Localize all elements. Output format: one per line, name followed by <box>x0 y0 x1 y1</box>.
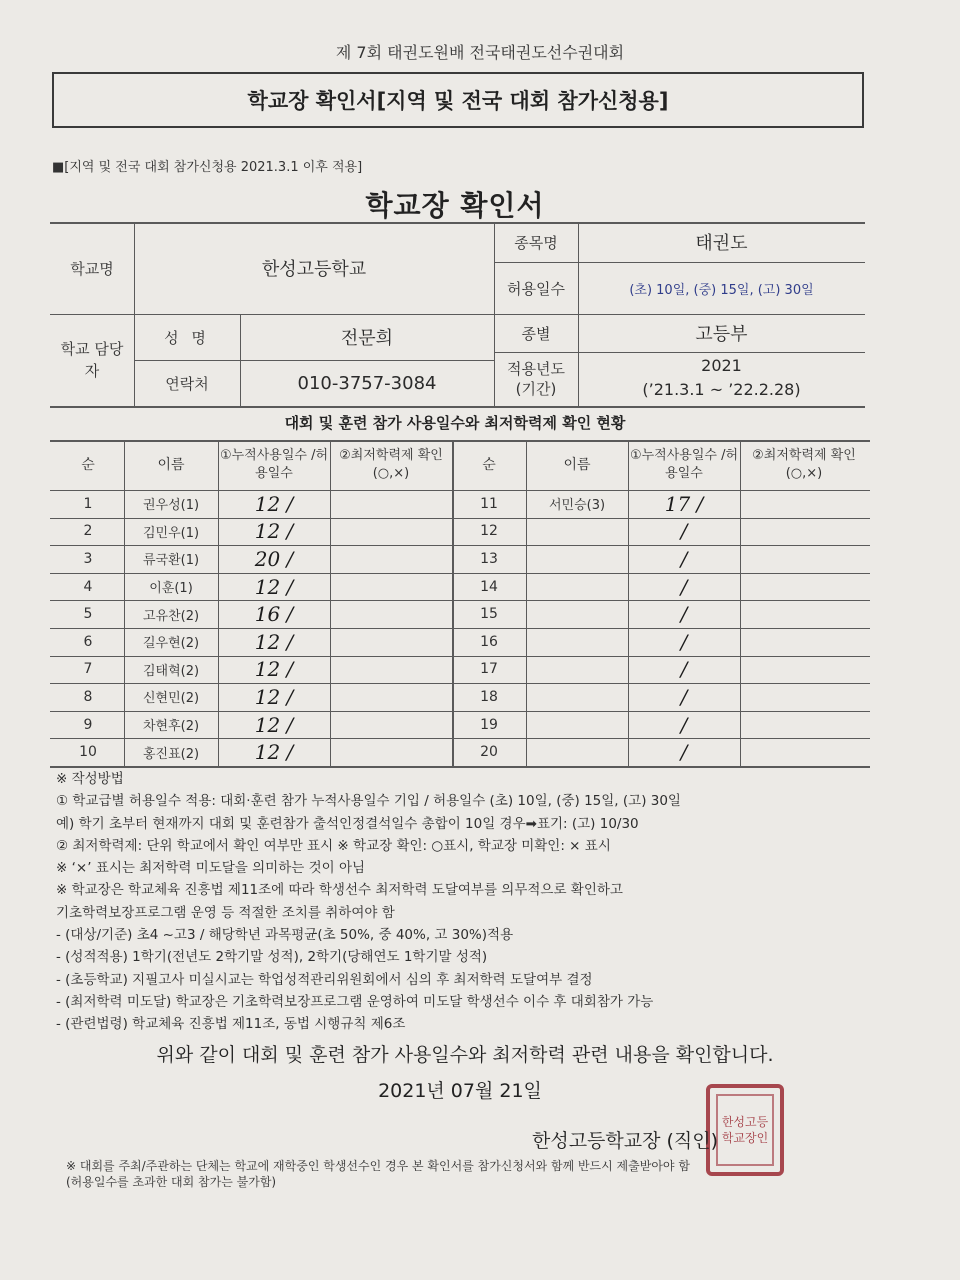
row-seq: 14 <box>480 578 498 595</box>
contact-label: 연락처 <box>165 374 209 393</box>
row-seq: 12 <box>480 523 498 540</box>
name-label: 성 명 <box>164 328 210 347</box>
event-title: 제 7회 태권도원배 전국태권도선수권대회 <box>335 43 625 62</box>
row-days: / <box>680 629 688 654</box>
row-seq: 10 <box>79 744 97 761</box>
row-seq: 13 <box>480 550 498 567</box>
header-check-right: ②최저학력제 확인(○,×) <box>752 448 856 481</box>
table-line-top <box>50 440 870 442</box>
row-days: 12 / <box>254 684 294 709</box>
footer-line-1: ※ 대회를 주최/주관하는 단체는 학교에 재학중인 학생선수인 경우 본 확인서를 참가신청서와 함께 반드시 제출받아야 함 <box>66 1159 690 1173</box>
instruction-line: ① 학교급별 허용일수 적용: 대회·훈련 참가 누적사용일수 기입 / 허용일수 (초) 10일, (중) 15일, (고) 30일 <box>56 793 681 810</box>
row-name <box>526 518 628 546</box>
instruction-line: - (관련법령) 학교체육 진흥법 제11조, 동법 시행규칙 제6조 <box>56 1016 406 1033</box>
row-seq: 11 <box>480 495 498 512</box>
period-value: (’21.3.1 ~ ’22.2.28) <box>642 379 801 399</box>
row-name <box>526 545 628 573</box>
instruction-line: ※ 작성방법 <box>56 771 124 787</box>
applicability-note: ■[지역 및 전국 대회 참가신청용 2021.3.1 이후 적용] <box>52 160 363 175</box>
row-name: 김민우(1) <box>142 525 200 541</box>
writing-instructions <box>56 768 876 1036</box>
row-days: 12 / <box>254 629 294 654</box>
instruction-line: - (대상/기준) 초4 ~고3 / 해당학년 과목평균(초 50%, 중 40%, 고 30%)적용 <box>56 927 514 944</box>
row-name: 권우성(1) <box>142 498 200 514</box>
instruction-line: 기초학력보장프로그램 운영 등 적절한 조치를 취하여야 함 <box>56 904 395 921</box>
row-seq: 1 <box>83 495 93 512</box>
header-seq-left: 순 <box>81 456 95 473</box>
sport-label: 종목명 <box>514 233 558 252</box>
row-seq: 3 <box>83 550 93 567</box>
row-name: 차현후(2) <box>142 719 200 735</box>
confirmation-date: 2021년 07월 21일 <box>378 1080 542 1102</box>
row-name: 길우현(2) <box>142 636 200 652</box>
year-value: 2021 <box>701 355 742 375</box>
row-name: 이훈(1) <box>149 581 193 597</box>
header-seq-right: 순 <box>482 456 496 473</box>
school-label: 학교명 <box>70 259 114 278</box>
header-days-right: ①누적사용일수 /허용일수 <box>629 448 739 481</box>
form-title-box: 학교장 확인서[지역 및 전국 대회 참가신청용] <box>52 72 864 128</box>
contact-value: 010-3757-3084 <box>297 372 437 394</box>
year-label: 적용년도 (기간) <box>507 360 565 398</box>
row-seq: 2 <box>83 523 93 540</box>
row-days: 12 / <box>254 519 294 544</box>
row-days: 20 / <box>254 546 294 571</box>
instruction-line: ② 최저학력제: 단위 학교에서 확인 여부만 표시 ※ 학교장 확인: ○표시, 학교장 미확인: × 표시 <box>56 837 611 854</box>
category-label: 종별 <box>521 324 551 343</box>
row-days: / <box>680 602 688 627</box>
row-name: 홍진표(2) <box>142 746 200 762</box>
seal-text: 한성고등학교장인 <box>716 1094 774 1166</box>
row-seq: 18 <box>480 688 498 705</box>
header-check-left: ②최저학력제 확인(○,×) <box>339 448 443 481</box>
sport-value: 태권도 <box>695 233 748 254</box>
instruction-line: - (성적적용) 1학기(전년도 2학기말 성적), 2학기(당해연도 1학기말 성적) <box>56 949 488 966</box>
row-days: 12 / <box>254 657 294 682</box>
instruction-line: ※ ‘×’ 표시는 최저학력 미도달을 의미하는 것이 아님 <box>56 860 366 877</box>
row-days: 17 / <box>664 491 704 516</box>
footer-line-2: (허용일수를 초과한 대회 참가는 불가함) <box>66 1175 277 1189</box>
row-name: 신현민(2) <box>142 691 200 707</box>
row-seq: 16 <box>480 633 498 650</box>
header-days-left: ①누적사용일수 /허용일수 <box>219 448 329 481</box>
footer-note <box>66 1158 886 1190</box>
document-title: 학교장 확인서 <box>365 189 545 222</box>
row-days: 12 / <box>254 574 294 599</box>
row-days: / <box>680 684 688 709</box>
row-seq: 17 <box>480 661 498 678</box>
row-days: / <box>680 519 688 544</box>
principal-signature: 한성고등학교장 (직인) <box>532 1130 719 1152</box>
row-name: 김태혁(2) <box>142 663 200 679</box>
row-days: / <box>680 712 688 737</box>
name-value: 전문희 <box>340 328 394 349</box>
category-value: 고등부 <box>695 324 748 345</box>
info-line-bottom <box>50 406 865 408</box>
row-days: 12 / <box>254 712 294 737</box>
row-seq: 4 <box>83 578 93 595</box>
allowed-days-value: (초) 10일, (중) 15일, (고) 30일 <box>629 282 814 298</box>
manager-label: 학교 담당자 <box>60 340 124 380</box>
status-section-title: 대회 및 훈련 참가 사용일수와 최저학력제 확인 현황 <box>284 414 626 432</box>
row-days: / <box>680 740 688 765</box>
row-name: 서민승(3) <box>548 498 606 514</box>
row-name <box>526 600 628 628</box>
row-seq: 20 <box>480 744 498 761</box>
row-seq: 5 <box>83 606 93 623</box>
row-days: / <box>680 574 688 599</box>
row-name: 고유찬(2) <box>142 608 200 624</box>
instruction-line: 예) 학기 초부터 현재까지 대회 및 훈련참가 출석인정결석일수 총합이 10일 경우➡표기: (고) 10/30 <box>56 815 639 832</box>
row-days: / <box>680 657 688 682</box>
instruction-line: - (초등학교) 지필고사 미실시교는 학업성적관리위원회에서 심의 후 최저학력 도달여부 결정 <box>56 971 593 988</box>
row-name <box>526 738 628 766</box>
table-vline <box>330 440 331 766</box>
row-name <box>526 683 628 711</box>
instruction-line: ※ 학교장은 학교체육 진흥법 제11조에 따라 학생선수 최저학력 도달여부를 의무적으로 확인하고 <box>56 882 623 899</box>
row-seq: 19 <box>480 716 498 733</box>
allowed-days-label: 허용일수 <box>507 279 565 298</box>
row-name <box>526 656 628 684</box>
row-days: 16 / <box>254 602 294 627</box>
row-seq: 6 <box>83 633 93 650</box>
row-name: 류국환(1) <box>142 553 200 569</box>
row-days: / <box>680 546 688 571</box>
row-seq: 8 <box>83 688 93 705</box>
row-days: 12 / <box>254 740 294 765</box>
row-seq: 7 <box>83 661 93 678</box>
table-vline <box>740 440 741 766</box>
row-seq: 9 <box>83 716 93 733</box>
row-seq: 15 <box>480 606 498 623</box>
row-days: 12 / <box>254 491 294 516</box>
school-value: 한성고등학교 <box>261 259 367 280</box>
row-name <box>526 573 628 601</box>
header-name-left: 이름 <box>157 456 185 473</box>
row-name <box>526 628 628 656</box>
confirmation-statement: 위와 같이 대회 및 훈련 참가 사용일수와 최저학력 관련 내용을 확인합니다. <box>156 1044 774 1066</box>
header-name-right: 이름 <box>563 456 591 473</box>
row-name <box>526 711 628 739</box>
instruction-line: - (최저학력 미도달) 학교장은 기초학력보장프로그램 운영하여 미도달 학생선수 이수 후 대회참가 가능 <box>56 993 654 1010</box>
